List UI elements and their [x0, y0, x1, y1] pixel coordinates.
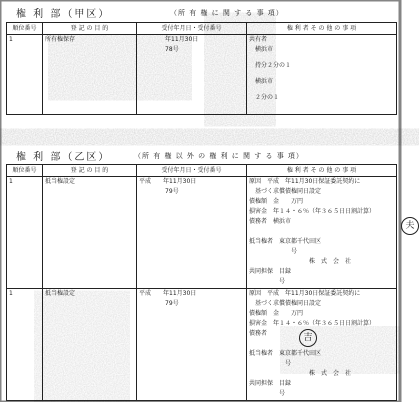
header-rank: 順位番号	[7, 165, 43, 177]
row-number: 79号	[165, 300, 179, 307]
row-purpose: 所有権保存	[43, 35, 137, 115]
section-b-table	[6, 164, 415, 401]
row-rank: 1	[7, 35, 43, 115]
section-a-title: 権 利 部（甲区）	[16, 9, 111, 20]
seal-stamp: 吉	[299, 329, 317, 347]
section-a-header-row	[7, 23, 397, 35]
table-row	[7, 289, 397, 401]
header-details: 権 利 者 そ の 他 の 事 項	[247, 165, 397, 177]
section-b-header-row	[7, 165, 397, 177]
row-date: 年11月30日	[163, 290, 197, 297]
row-details: 共有者 横浜市 持分２分の１ 横浜市 ２分の１	[247, 35, 397, 115]
row-purpose: 抵当権設定	[43, 177, 137, 289]
row-number: 78号	[165, 46, 179, 53]
header-rank: 順位番号	[7, 23, 43, 35]
header-date-number: 受付年月日・受付番号	[137, 23, 247, 35]
row-number: 79号	[165, 188, 179, 195]
row-date: 年11月30日	[163, 178, 197, 185]
table-row	[7, 35, 397, 115]
section-b-title: 権 利 部（乙区）	[16, 152, 111, 163]
header-purpose: 登 記 の 目 的	[43, 23, 137, 35]
row-era: 平成	[139, 290, 152, 297]
row-rank: 1	[7, 289, 43, 401]
row-details: 原因 平成 年11月30日保証委託契約に 基づく求償債権同日設定 債権額 金 万円 損害金 年１４・６％（年３６５日日割計算） 債務者 横浜市 抵当権者 東京都千代田区 号 株 式 会 社 共同担保 目録 号 夫	[247, 177, 397, 289]
smudge-band	[0, 130, 400, 144]
seal-stamp: 夫	[401, 217, 419, 235]
header-details: 権 利 者 そ の 他 の 事 項	[247, 23, 397, 35]
table-row	[7, 177, 397, 289]
row-date-number	[137, 35, 247, 115]
header-date-number: 受付年月日・受付番号	[137, 165, 247, 177]
section-a-subtitle: （所 有 権 に 関 す る 事 項）	[170, 9, 284, 17]
row-date-number	[137, 289, 247, 401]
row-era: 平成	[139, 178, 152, 185]
row-rank: 1	[7, 177, 43, 289]
row-date: 年11月30日	[165, 36, 199, 43]
row-purpose: 抵当権設定	[43, 289, 137, 401]
row-date-number	[137, 177, 247, 289]
section-b-subtitle: （所 有 権 以 外 の 権 利 に 関 す る 事 項）	[134, 152, 304, 160]
section-a-table	[6, 22, 397, 115]
row-details: 原因 平成 年11月30日保証委託契約に 基づく求償債権同日設定 債権額 金 万円 損害金 年１４・６％（年３６５日日割計算） 債務者 抵当権者 東京都千代田区 号 株 式 会 社 共同担保 目録 号 吉	[247, 289, 397, 401]
header-purpose: 登 記 の 目 的	[43, 165, 137, 177]
